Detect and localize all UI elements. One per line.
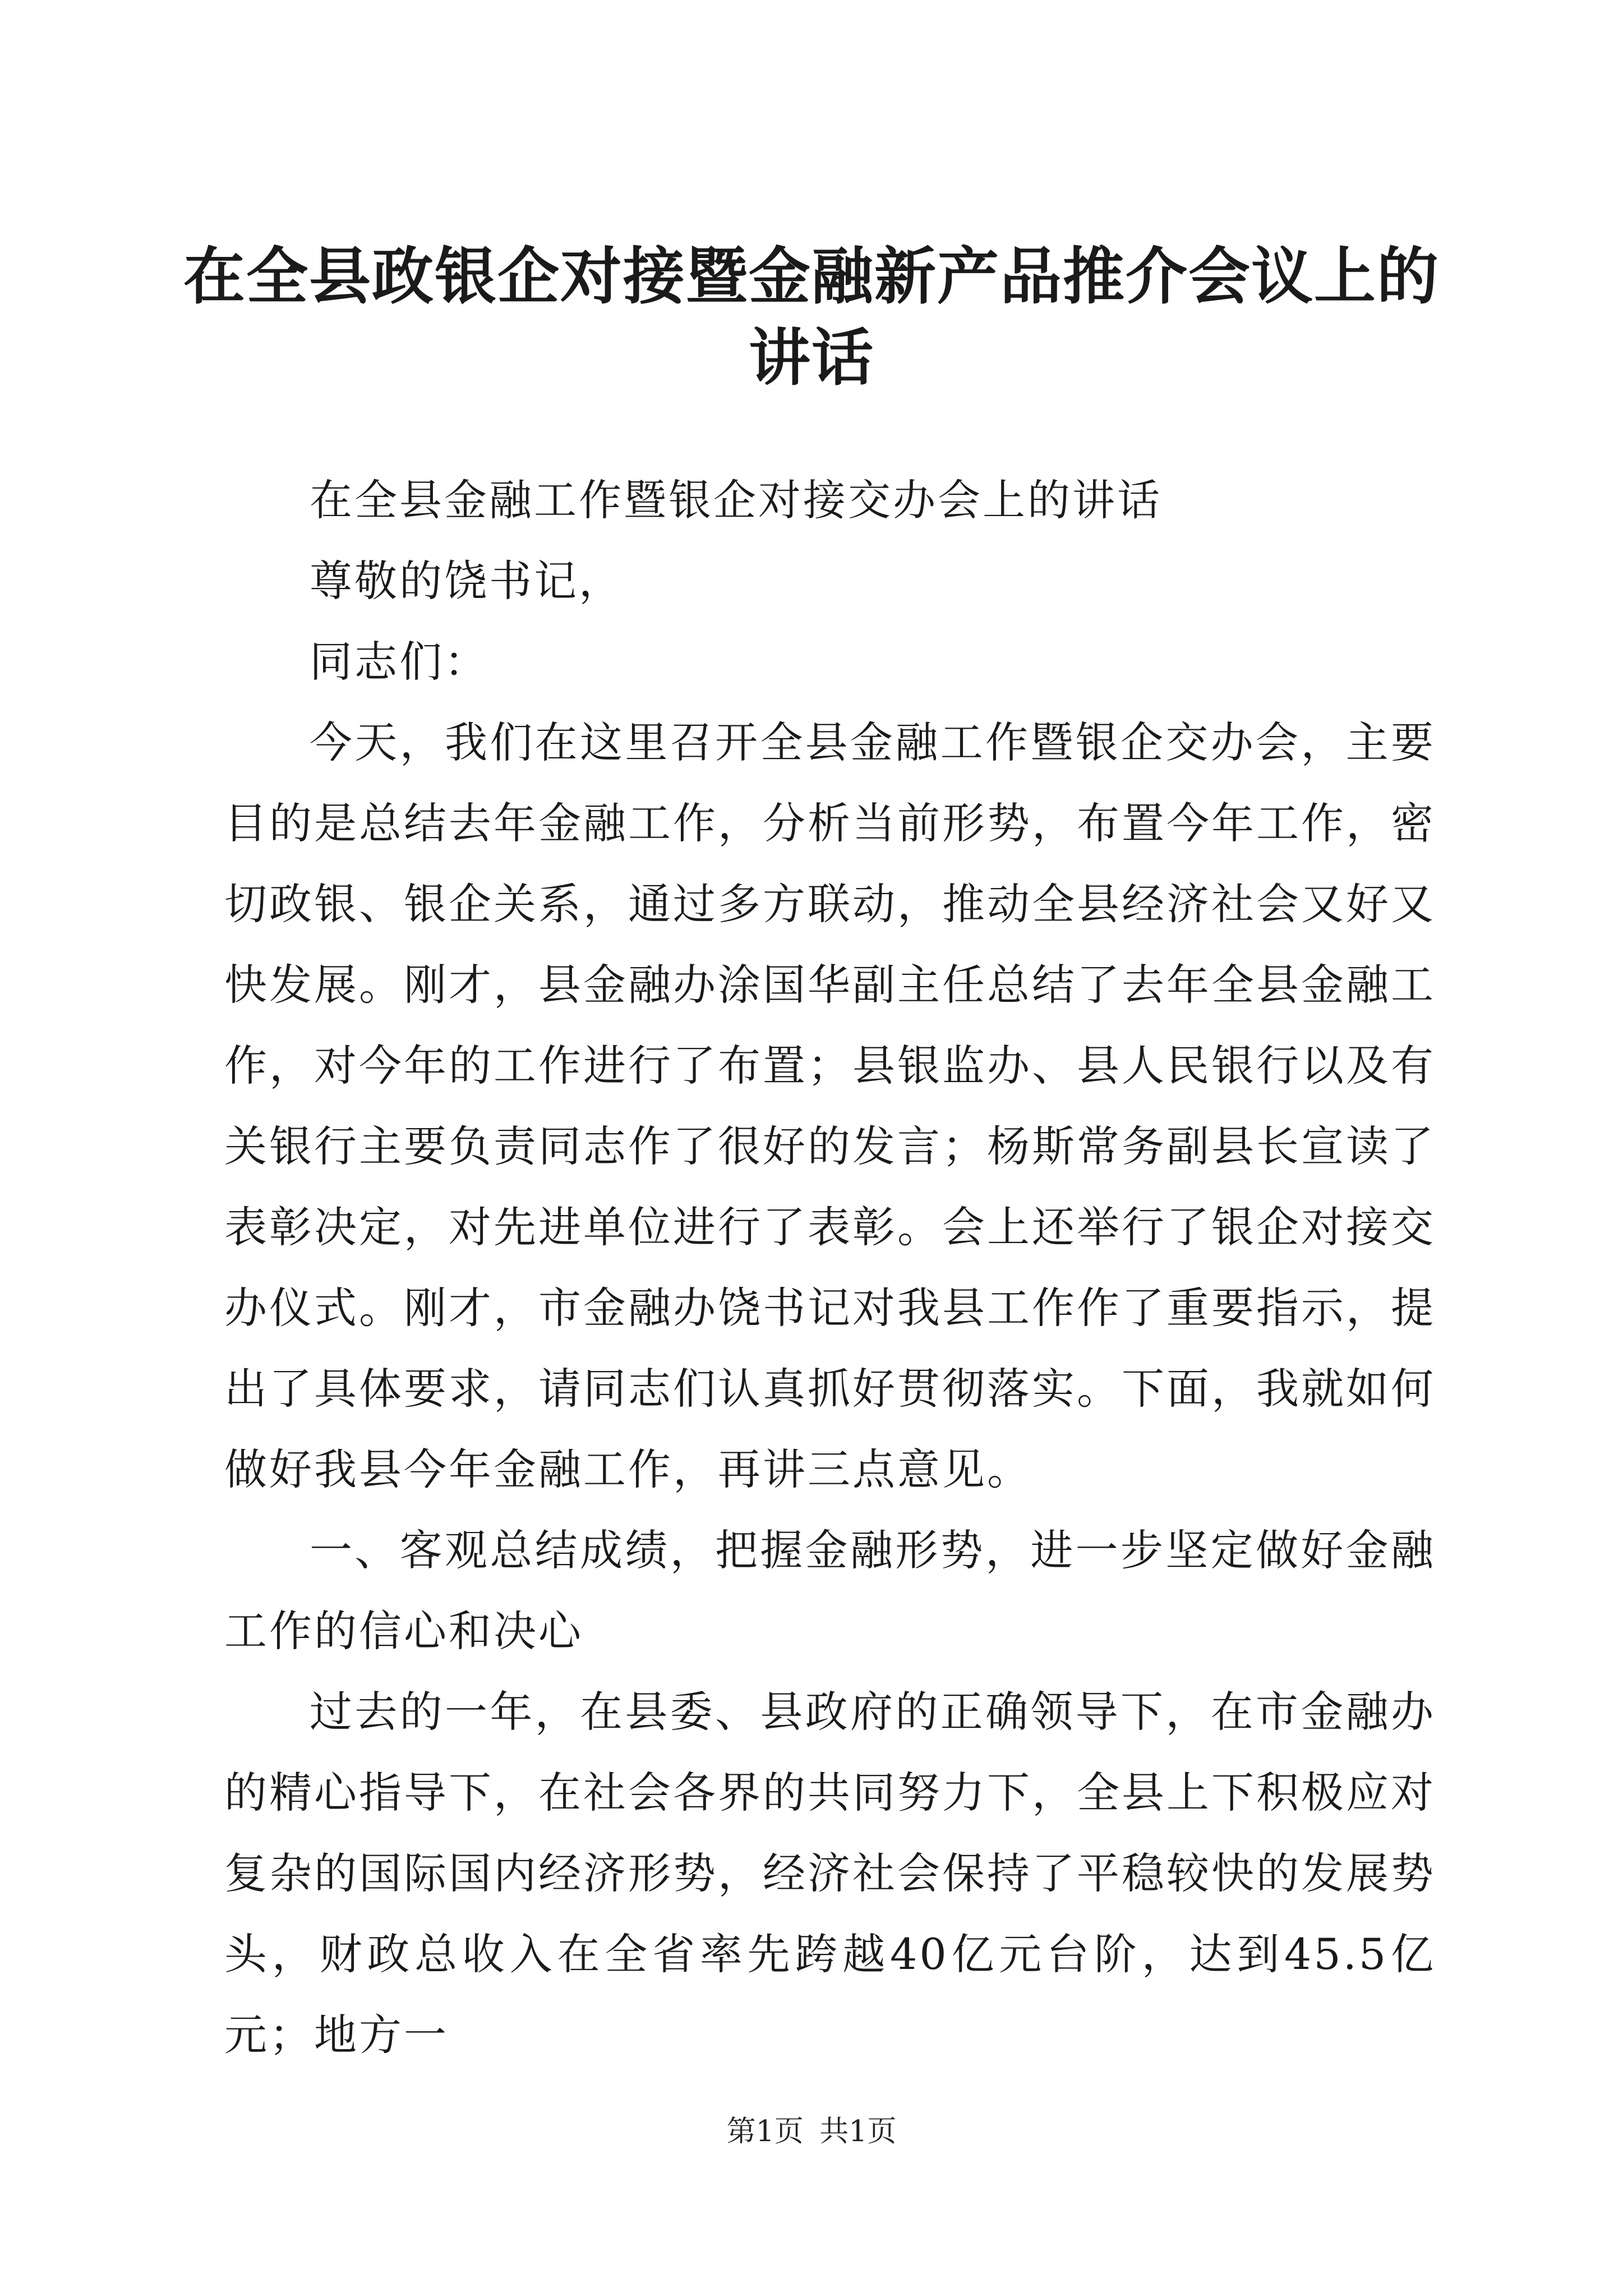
page-total: 共1页 [819,2115,897,2148]
paragraph-body: 过去的一年，在县委、县政府的正确领导下，在市金融办的精心指导下，在社会各界的共同努力下，全县上下积极应对复杂的国际国内经济形势，经济社会保持了平稳较快的发展势头，财政总收入在全省率先跨越40亿元台阶，达到45.5亿元；地方一 [224,1687,1436,2060]
document-title: 在全县政银企对接暨金融新产品推介会议上的讲话 [183,240,1440,394]
document-body [224,460,1436,2076]
paragraph-salutation: 尊敬的饶书记， [310,556,624,606]
paragraph-section-heading: 一、客观总结成绩，把握金融形势，进一步坚定做好金融工作的信心和决心 [224,1525,1436,1656]
paragraph-subtitle: 在全县金融工作暨银企对接交办会上的讲话 [310,475,1162,525]
page-footer [0,2112,1623,2151]
page-number: 第1页 [726,2115,804,2148]
paragraph-intro: 今天，我们在这里召开全县金融工作暨银企交办会，主要目的是总结去年金融工作，分析当前形势，布置今年工作，密切政银、银企关系，通过多方联动，推动全县经济社会又好又快发展。刚才，县金融办涂国华副主任总结了去年全县金融工作，对今年的工作进行了布置；县银监办、县人民银行以及有关银行主要负责同志作了很好的发言；杨斯常务副县长宣读了表彰决定，对先进单位进行了表彰。会上还举行了银企对接交办仪式。刚才，市金融办饶书记对我县工作作了重要指示，提出了具体要求，请同志们认真抓好贯彻落实。下面，我就如何做好我县今年金融工作，再讲三点意见。 [224,717,1436,1494]
paragraph-greeting: 同志们： [310,637,489,687]
